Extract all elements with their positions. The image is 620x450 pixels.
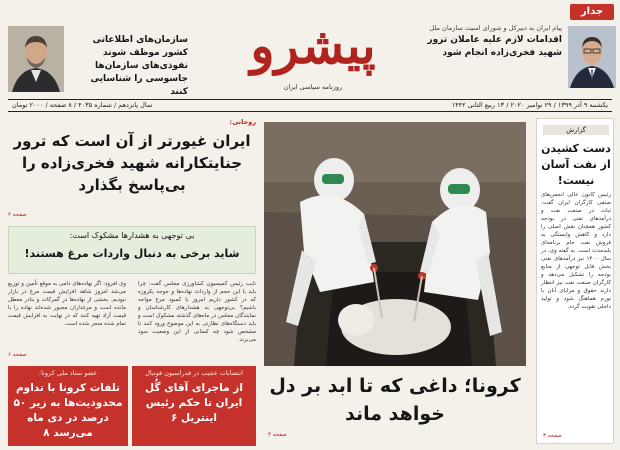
center-page-ref[interactable]: صفحه ۳ <box>268 432 287 438</box>
sub-story-box[interactable] <box>8 226 256 274</box>
football-story-kicker: انتصابات عجیب در فدراسیون فوتبال <box>145 369 243 377</box>
main-story-kicker: روحانی: <box>229 118 256 126</box>
sub-story-headline[interactable]: شاید برخی به دنبال واردات مرغ هستند! <box>24 247 240 260</box>
corona-story-kicker: عضو ستاد ملی کرونا: <box>38 369 98 377</box>
body-column-1: نایب رئیس کمیسیون کشاورزی مجلس گفت: چرا باید با این حجم از واردات نهاده‌ها و جوجه یکروزه که در کشور داریم امروز با کمبود مرغ مواجه باشیم؟ بی‌توجهی به هشدارهای کارشناسان و نمایندگان مجلس در ماه‌های گذشته مشکوک است و باید دستگاه‌های نظارتی به این موضوع ورود کنند تا مشخص شود چه کسانی از این وضعیت سود می‌برند. <box>138 281 256 343</box>
report-body: رئیس کانون عالی انجمن‌های صنفی کارگران ایران گفت: ثبات در صنعت نفت و درآمدهای نفتی در بودجه کشور همچنان نقش اصلی را دارد و کاهش وابستگی به فروش نفت خام برنامه‌ای بلندمدت است. به گفته وی، در سال ۱۴۰۰ نیز درآمدهای نفتی بخش قابل توجهی از منابع بودجه را تشکیل می‌دهد و کارگران صنعت نفت نیز انتظار دارند حقوق و مزایای آنان با تورم هماهنگ شود و تولید داخلی تقویت گردد. <box>541 192 612 310</box>
section-badge[interactable]: جدار <box>570 4 614 20</box>
left-portrait-photo <box>8 26 64 92</box>
right-portrait-photo <box>568 26 616 88</box>
center-headline[interactable]: کرونا؛ داغی که تا ابد بر دل خواهد ماند <box>269 375 521 425</box>
corona-story-box[interactable] <box>8 366 128 446</box>
dateline-bar <box>8 99 612 112</box>
report-label: گزارش <box>543 125 609 135</box>
sub-story-body <box>8 280 256 360</box>
newspaper-slogan: روزنامه سیاسی ایران <box>283 83 343 91</box>
left-header-headline: سازمان‌های اطلاعاتی کشور موظف شوند نفوذی‌های سازمان‌ها جاسوسی را شناسایی کنند <box>90 35 188 97</box>
burial-photo[interactable] <box>264 122 526 366</box>
issue-info: سال پانزدهم / شماره ۴۰۳۵ / ۸ صفحه / ۲۰۰۰ تومان <box>12 101 153 109</box>
right-header-kicker: پیام ایران به دبیرکل و شورای امنیت سازمان ملل <box>429 24 562 32</box>
issue-date: یکشنبه ۹ آذر ۱۳۹۹ / ۲۹ نوامبر ۲۰۲۰ / ۱۳ ربیع الثانی ۱۴۴۲ <box>451 101 608 109</box>
body-column-2: وی افزود: اگر نهاده‌های دامی به موقع تأمین و توزیع می‌شد امروز شاهد افزایش قیمت مرغ در بازار نبودیم. بخشی از نهاده‌ها در گمرکات و بنادر معطل مانده است و مرغداران مجبور شده‌اند نهاده را با قیمت آزاد تهیه کنند که در نهایت به افزایش قیمت تمام شده منجر شده است. <box>8 281 126 327</box>
right-header-headline: اقدامات لازم علیه عاملان ترور شهید فخری‌زاده انجام شود <box>427 35 562 58</box>
sub-story-page-ref[interactable]: صفحه ۶ <box>8 352 27 358</box>
report-column[interactable] <box>536 118 614 444</box>
football-story-box[interactable] <box>132 366 256 446</box>
main-story-page-ref[interactable]: صفحه ۲ <box>8 212 27 218</box>
report-title[interactable]: دست کشیدن از نفت آسان نیست! <box>541 142 611 187</box>
football-story-headline[interactable]: از ماجرای آقای گُل ایران تا حکم رئیس اینتریل ۶ <box>145 382 243 424</box>
main-story-headline[interactable]: ایران غیورتر از آن است که ترور جنایتکارانه شهید فخری‌زاده را بی‌پاسخ بگذارد <box>13 132 251 194</box>
newspaper-logo[interactable]: پیشرو <box>250 16 376 75</box>
sub-story-kicker: بی توجهی به هشدارها مشکوک است: <box>69 231 195 240</box>
report-page-ref[interactable]: صفحه ۳ <box>543 433 562 439</box>
corona-story-headline[interactable]: تلفات کرونا با تداوم محدودیت‌ها به زیر ۵۰ درصد در دی ماه می‌رسد ۸ <box>13 382 123 439</box>
